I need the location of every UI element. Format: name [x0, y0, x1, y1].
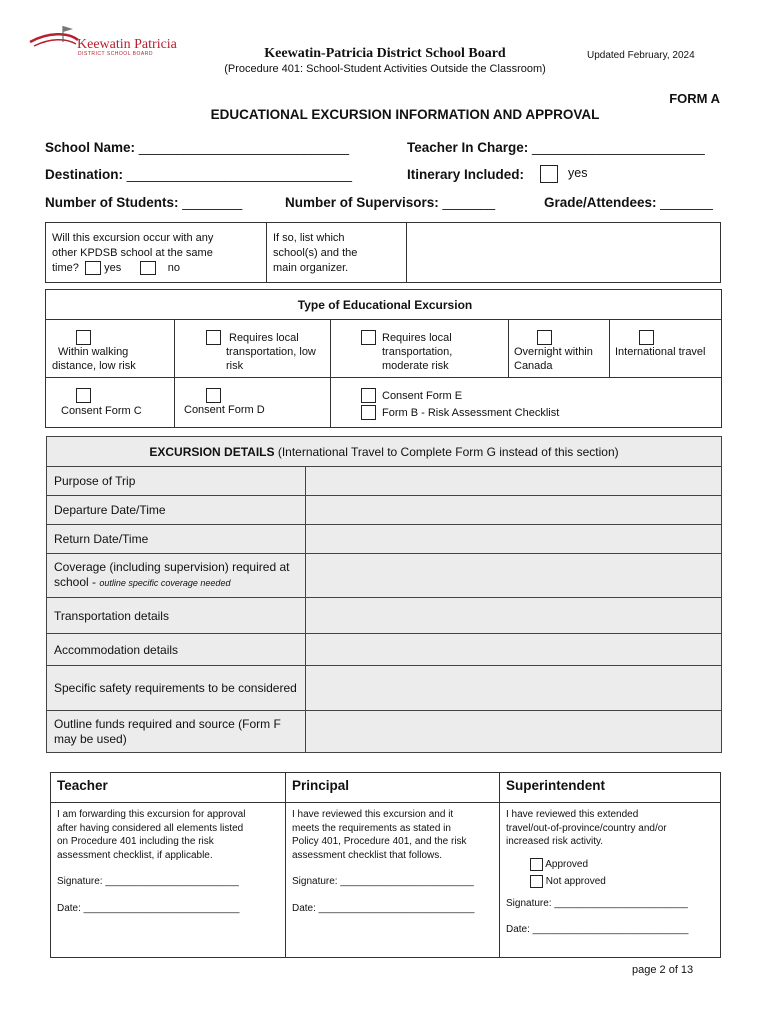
concurrent-list-input[interactable]	[408, 224, 719, 281]
school-name-line: ____________________________	[135, 140, 350, 155]
destination-field[interactable]	[45, 167, 352, 182]
form-label: FORM A	[669, 91, 720, 106]
purpose-input[interactable]	[306, 467, 722, 496]
form-b-checkbox[interactable]	[361, 405, 376, 420]
row-label: Departure Date/Time	[47, 496, 306, 525]
logo-name: Keewatin Patricia	[77, 37, 177, 52]
row-label: Transportation details	[47, 598, 306, 634]
teacher-line: _______________________	[528, 140, 705, 155]
table-row	[47, 496, 722, 525]
international-label: International travel	[615, 346, 706, 358]
itinerary-yes-label: yes	[568, 166, 588, 180]
departure-input[interactable]	[306, 496, 722, 525]
students-label: Number of Students:	[45, 195, 179, 210]
supervisors-line: _______	[438, 195, 496, 210]
superintendent-signature-field[interactable]: Signature: ________________________	[506, 897, 688, 909]
concurrent-question: Will this excursion occur with any other KPDSB school at the same time? yes no	[52, 232, 214, 274]
row-label: Accommodation details	[47, 634, 306, 666]
local-low-label: Requires local transportation, low risk	[226, 332, 316, 372]
row-label: Coverage (including supervision) required at school - outline specific coverage needed	[47, 554, 306, 598]
details-header: EXCURSION DETAILS (International Travel to Complete Form G instead of this section)	[47, 437, 722, 467]
return-input[interactable]	[306, 525, 722, 554]
walking-checkbox[interactable]	[76, 330, 91, 345]
consent-e-label: Consent Form E	[382, 390, 463, 402]
teacher-signature-field[interactable]: Signature: ________________________	[57, 876, 239, 887]
consent-c-checkbox[interactable]	[76, 388, 91, 403]
principal-date-field[interactable]: Date: ____________________________	[292, 902, 475, 914]
overnight-label: Overnight within Canada	[514, 346, 593, 372]
supervisors-label: Number of Supervisors:	[285, 195, 439, 210]
divider	[508, 319, 509, 377]
consent-e-checkbox[interactable]	[361, 388, 376, 403]
not-approved-checkbox[interactable]	[530, 875, 543, 888]
superintendent-date-field[interactable]: Date: ____________________________	[506, 924, 689, 936]
form-title: EDUCATIONAL EXCURSION INFORMATION AND APPROVAL	[210, 107, 600, 122]
approved-checkbox[interactable]	[530, 858, 543, 871]
concurrent-no-checkbox[interactable]	[140, 261, 156, 275]
board-name: Keewatin-Patricia District School Board	[264, 46, 506, 61]
row-label: Specific safety requirements to be considered	[47, 666, 306, 711]
superintendent-header: Superintendent	[500, 773, 721, 803]
concurrent-yes-checkbox[interactable]	[85, 261, 101, 275]
destination-label: Destination:	[45, 167, 124, 182]
grade-label: Grade/Attendees:	[544, 195, 657, 210]
row-label: Outline funds required and source (Form F may be used)	[47, 711, 306, 753]
itinerary-label: Itinerary Included:	[407, 167, 525, 182]
accommodation-input[interactable]	[306, 634, 722, 666]
walking-label: Within walking distance, low risk	[52, 346, 136, 372]
table-row	[47, 634, 722, 666]
excursion-type-title: Type of Educational Excursion	[297, 298, 473, 312]
superintendent-approval-cell: I have reviewed this extended travel/out-of-province/country and/or increased risk activity. Approved Not approved Signature: ________________________ Date: ____________________________	[500, 803, 721, 958]
overnight-checkbox[interactable]	[537, 330, 552, 345]
teacher-date-field[interactable]: Date: ____________________________	[57, 902, 240, 914]
table-row	[47, 598, 722, 634]
table-row	[47, 554, 722, 598]
supervisors-field[interactable]	[285, 195, 495, 210]
principal-header: Principal	[286, 773, 500, 803]
consent-d-label: Consent Form D	[184, 404, 265, 416]
principal-approval-cell: I have reviewed this excursion and it meets the requirements as stated in Policy 401, Procedure 401, and the risk assessment checklist that follows. Signature: ________________________ Date: ____________________________	[286, 803, 500, 958]
transportation-input[interactable]	[306, 598, 722, 634]
divider	[45, 377, 722, 378]
school-name-field[interactable]	[45, 140, 349, 155]
table-row	[47, 666, 722, 711]
teacher-header: Teacher	[51, 773, 286, 803]
divider	[174, 319, 175, 428]
teacher-label: Teacher In Charge:	[407, 140, 529, 155]
row-label: Return Date/Time	[47, 525, 306, 554]
grade-line: _______	[656, 195, 713, 210]
concurrent-list-label: If so, list which school(s) and the main organizer.	[273, 232, 358, 274]
consent-c-label: Consent Form C	[61, 405, 142, 417]
local-moderate-label: Requires local transportation, moderate risk	[382, 332, 453, 372]
local-low-checkbox[interactable]	[206, 330, 221, 345]
row-label: Purpose of Trip	[47, 467, 306, 496]
approved-label: Approved	[545, 858, 589, 870]
table-row	[47, 467, 722, 496]
procedure-subtitle: (Procedure 401: School-Student Activities Outside the Classroom)	[224, 63, 546, 75]
updated-date: Updated February, 2024	[587, 50, 695, 61]
approvals-table	[50, 772, 721, 958]
logo-subtitle: DISTRICT SCHOOL BOARD	[78, 51, 153, 57]
teacher-field[interactable]	[407, 140, 705, 155]
local-moderate-checkbox[interactable]	[361, 330, 376, 345]
principal-signature-field[interactable]: Signature: ________________________	[292, 876, 474, 887]
divider	[266, 222, 267, 283]
excursion-details-table	[46, 436, 722, 753]
school-name-label: School Name:	[45, 140, 136, 155]
divider	[330, 319, 331, 428]
page-number: page 2 of 13	[632, 964, 694, 976]
safety-input[interactable]	[306, 666, 722, 711]
students-line: ________	[178, 195, 243, 210]
not-approved-label: Not approved	[545, 876, 606, 888]
coverage-input[interactable]	[306, 554, 722, 598]
grade-field[interactable]	[544, 195, 713, 210]
table-row	[47, 525, 722, 554]
funds-input[interactable]	[306, 711, 722, 753]
students-field[interactable]	[45, 195, 242, 210]
international-checkbox[interactable]	[639, 330, 654, 345]
itinerary-checkbox[interactable]	[540, 165, 558, 183]
destination-line: ______________________________	[123, 167, 353, 182]
form-b-label: Form B - Risk Assessment Checklist	[382, 407, 560, 419]
divider	[45, 319, 722, 320]
divider	[609, 319, 610, 377]
consent-d-checkbox[interactable]	[206, 388, 221, 403]
table-row	[47, 711, 722, 753]
teacher-approval-cell: I am forwarding this excursion for approval after having considered all elements listed on Procedure 401 including the risk assessment checklist, if applicable. Signature: ________________________ Date: ____________________________	[51, 803, 286, 958]
